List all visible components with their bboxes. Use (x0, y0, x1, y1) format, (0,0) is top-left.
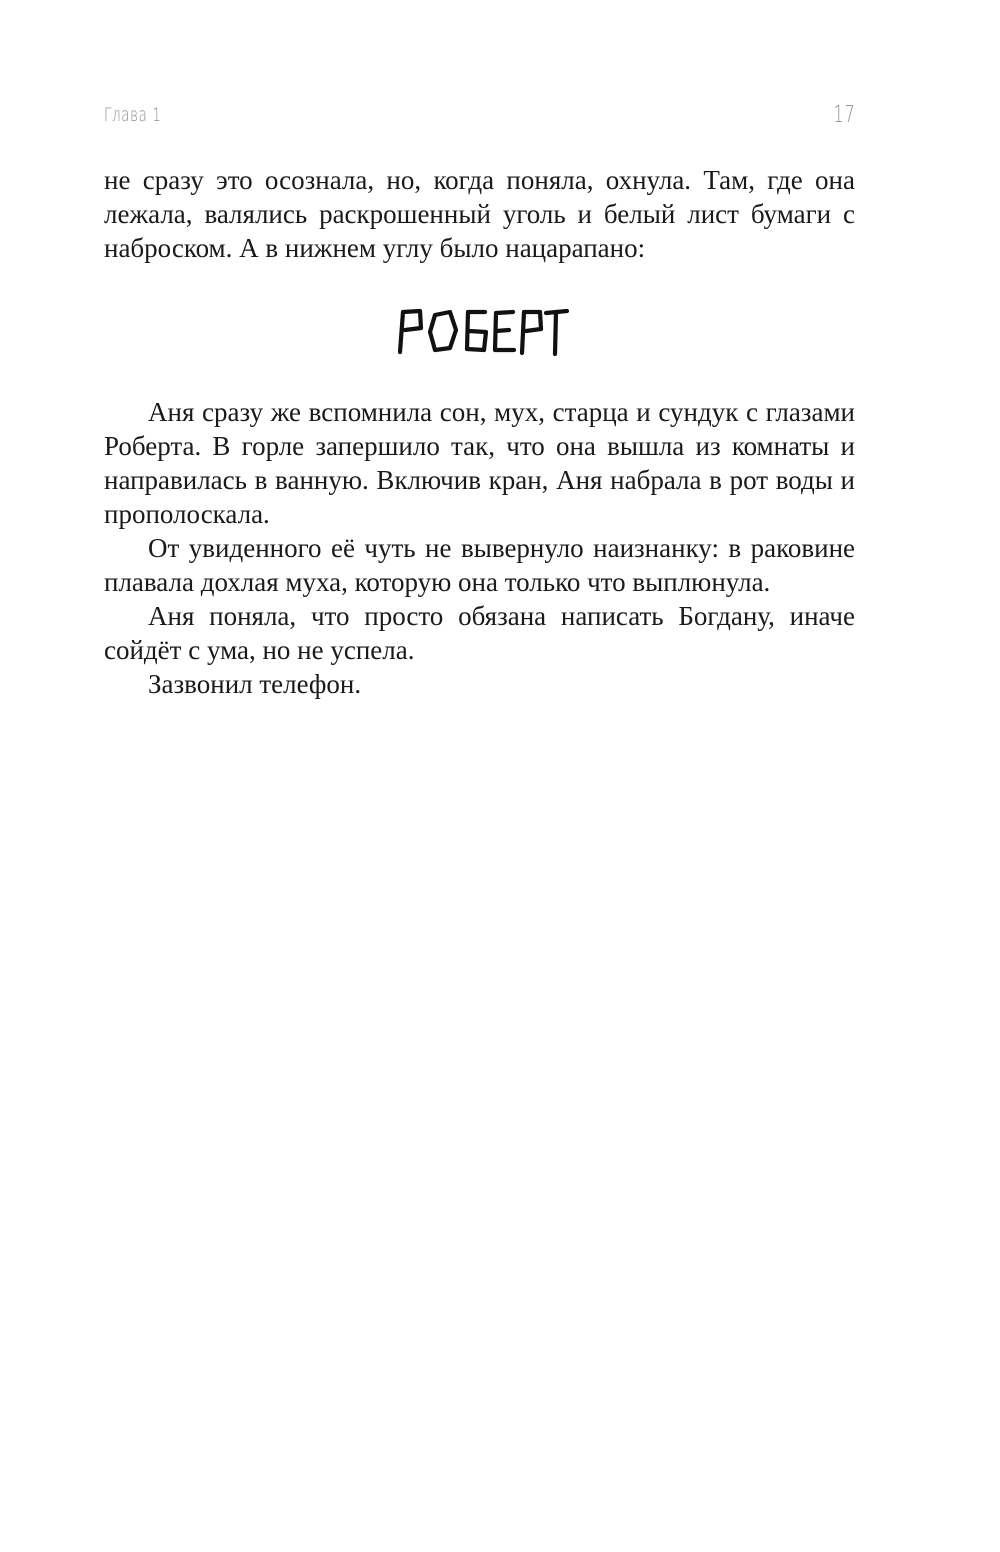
paragraph: От увиденного её чуть не вывернуло наизнанку: в раковине плавала дохлая муха, которую она только что выплюнула. (104, 533, 855, 597)
paragraph: Зазвонил телефон. (148, 669, 362, 699)
running-head (104, 104, 855, 134)
chapter-title: Глава 1 (104, 104, 162, 126)
paragraph: Аня поняла, что просто обязана написать Богдану, иначе сойдёт с ума, но не успела. (104, 601, 855, 665)
intro-text-block (104, 163, 855, 265)
page-number: 17 (833, 102, 855, 128)
handwritten-signature (104, 300, 855, 360)
body-text-block (104, 395, 855, 701)
paragraph-intro: не сразу это осознала, но, когда поняла, охнула. Там, где она лежала, валялись раскрошенный уголь и белый лист бумаги с наброском. А в нижнем углу было нацарапано: (104, 165, 855, 263)
signature-drawing (390, 300, 570, 360)
paragraph: Аня сразу же вспомнила сон, мух, старца и сундук с глазами Роберта. В горле запершило так, что она вышла из комнаты и направилась в ванную. Включив кран, Аня набрала в рот воды и прополоскала. (104, 397, 855, 529)
